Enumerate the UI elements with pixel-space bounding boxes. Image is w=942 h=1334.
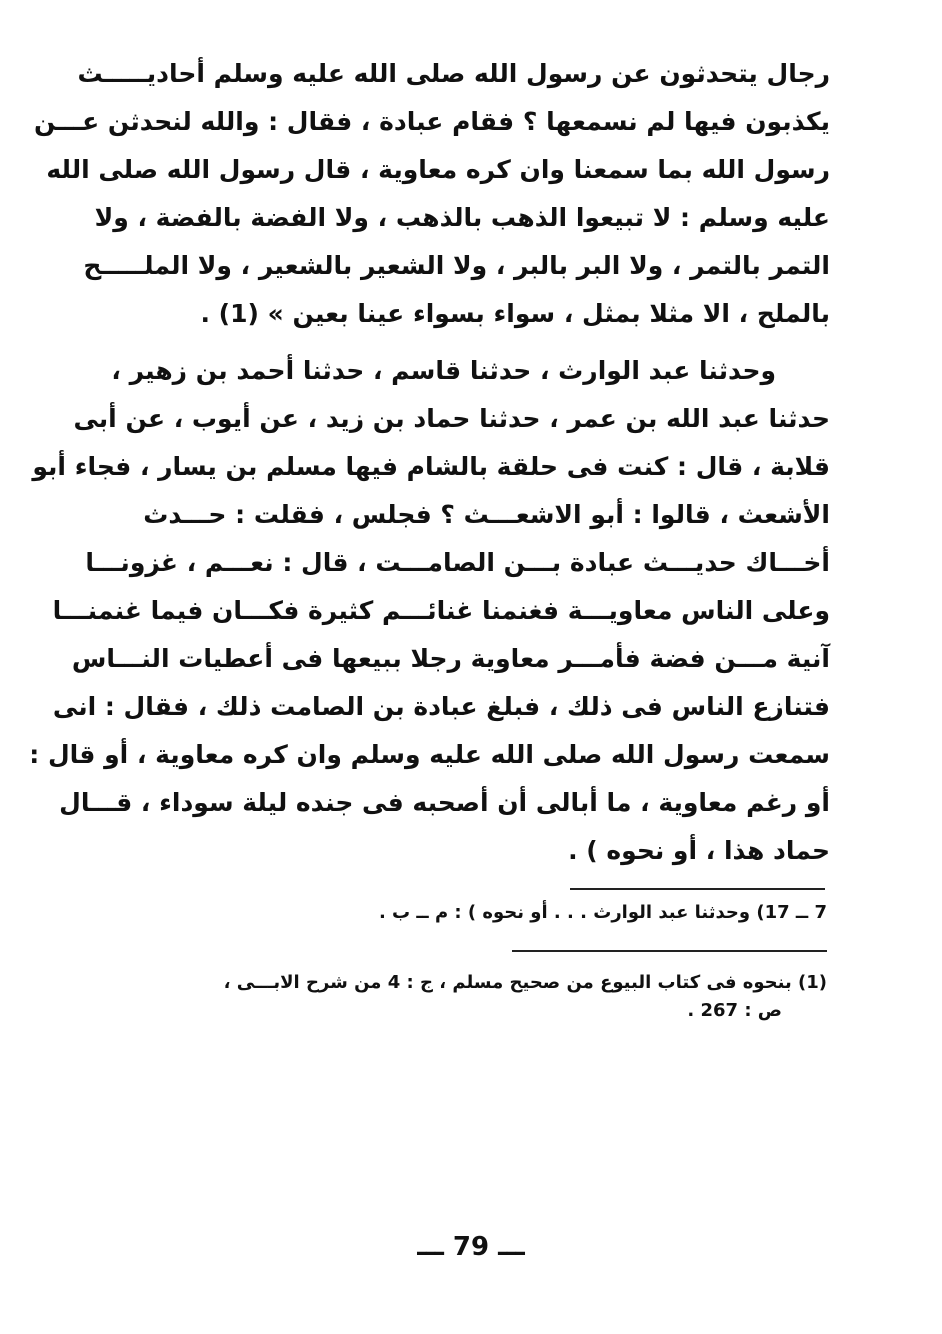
variant-note: 7 ــ 17) وحدثنا عبد الوارث . . . أو نحوه ) : م ــ ب .	[378, 902, 827, 923]
footnote-separator	[512, 950, 827, 952]
text-line: عليه وسلم : لا تبيعوا الذهب بالذهب ، ولا الفضة بالفضة ، ولا	[94, 203, 830, 232]
text-line: بالملح ، الا مثلا بمثل ، سواء بسواء عينا بعين » (1) .	[200, 299, 830, 328]
text-line: أو رغم معاوية ، ما أبالى أن أصحبه فى جنده ليلة سوداء ، قـــال	[59, 788, 830, 817]
text-line: رجال يتحدثون عن رسول الله صلى الله عليه وسلم أحاديـــــث	[77, 59, 830, 88]
paragraph-2	[29, 347, 830, 875]
footnote-line: ص : 267 .	[687, 1000, 782, 1021]
text-line: الأشعث ، قالوا : أبو الاشعـــث ؟ فجلس ، فقلت : حـــدث	[143, 500, 830, 529]
footnote-separator	[570, 888, 825, 890]
text-line: التمر بالتمر ، ولا البر بالبر ، ولا الشعير بالشعير ، ولا الملـــــح	[83, 251, 830, 280]
text-line: سمعت رسول الله صلى الله عليه وسلم وان كره معاوية ، أو قال :	[29, 740, 830, 769]
text-line: فتنازع الناس فى ذلك ، فبلغ عبادة بن الصامت ذلك ، فقال : انى	[52, 692, 830, 721]
text-line: وعلى الناس معاويـــة فغنمنا غنائـــم كثيرة فكـــان فيما غنمنـــا	[52, 596, 830, 625]
text-line: حماد هذا ، أو نحوه ) .	[568, 836, 830, 865]
footnote-line: (1) بنحوه فى كتاب البيوع من صحيح مسلم ، ج : 4 من شرح الابـــى ،	[223, 972, 827, 993]
page-number: ـــ 79 ـــ	[417, 1232, 525, 1262]
paragraph-1	[33, 50, 830, 338]
text-line: حدثنا عبد الله بن عمر ، حدثنا حماد بن زيد ، عن أيوب ، عن أبى	[73, 404, 830, 433]
text-line: أخـــاك حديـــث عبادة بـــن الصامـــت ، قال : نعـــم ، غزونـــا	[85, 548, 830, 577]
text-line: رسول الله بما سمعنا وان كره معاوية ، قال رسول الله صلى الله	[46, 155, 830, 184]
text-line: يكذبون فيها لم نسمعها ؟ فقام عبادة ، فقال : والله لنحدثن عـــن	[33, 107, 830, 136]
text-line: قلابة ، قال : كنت فى حلقة بالشام فيها مسلم بن يسار ، فجاء أبو	[32, 452, 830, 481]
text-line: آنية مـــن فضة فأمـــر معاوية رجلا ببيعها فى أعطيات النـــاس	[71, 644, 830, 673]
text-line: وحدثنا عبد الوارث ، حدثنا قاسم ، حدثنا أحمد بن زهير ،	[111, 356, 776, 385]
